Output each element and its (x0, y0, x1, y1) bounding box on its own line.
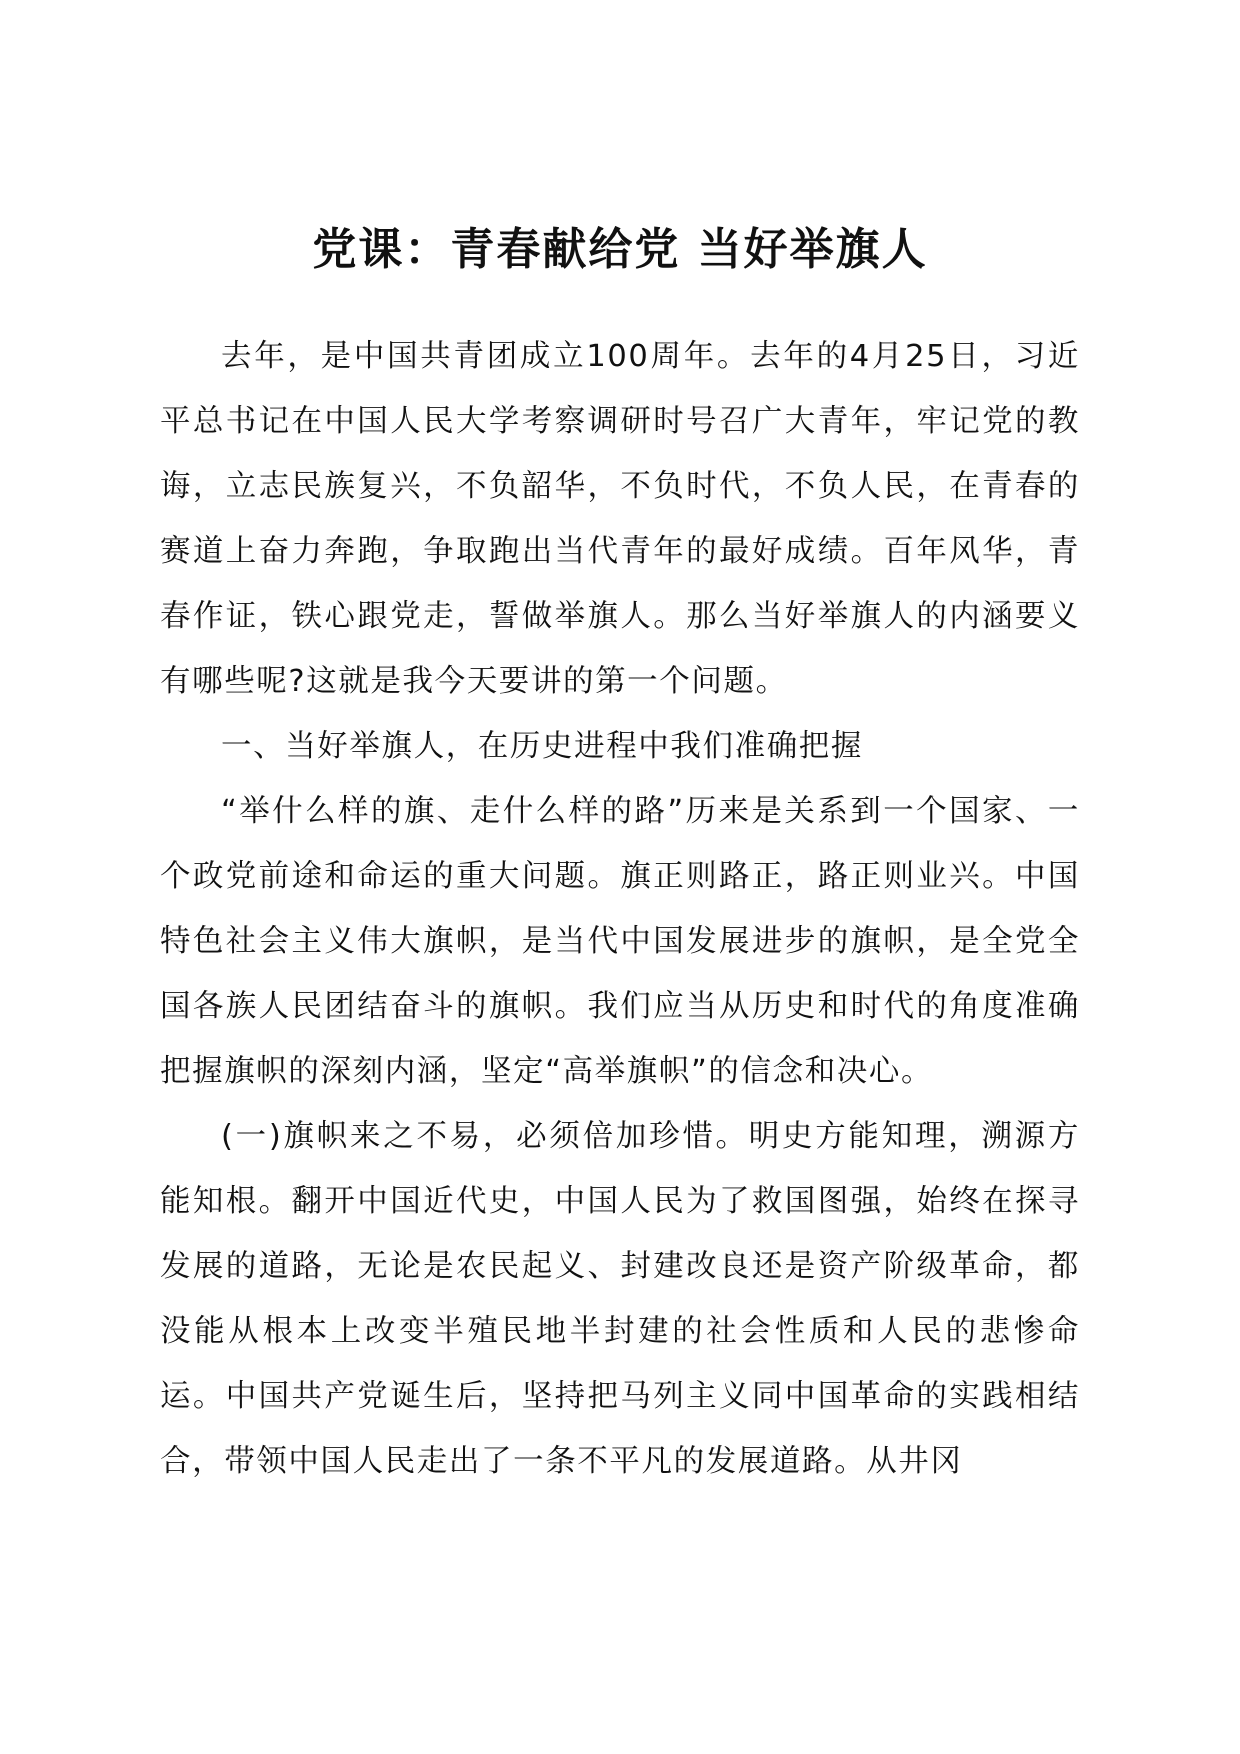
paragraph-subsection-1: (一)旗帜来之不易，必须倍加珍惜。明史方能知理，溯源方能知根。翻开中国近代史，中国人民为了救国图强，始终在探寻发展的道路，无论是农民起义、封建改良还是资产阶级革命，都没能从根本上改变半殖民地半封建的社会性质和人民的悲惨命运。中国共产党诞生后，坚持把马列主义同中国革命的实践相结合，带领中国人民走出了一条不平凡的发展道路。从井冈 (160, 1119, 1080, 1479)
document-title: 党课：青春献给党 当好举旗人 (312, 224, 928, 275)
paragraph-intro: 去年，是中国共青团成立100周年。去年的4月25日，习近平总书记在中国人民大学考察调研时号召广大青年，牢记党的教诲，立志民族复兴，不负韶华，不负时代，不负人民，在青春的赛道上奋力奔跑，争取跑出当代青年的最好成绩。百年风华，青春作证，铁心跟党走，誓做举旗人。那么当好举旗人的内涵要义有哪些呢?这就是我今天要讲的第一个问题。 (160, 339, 1080, 699)
paragraph-flag-road: “举什么样的旗、走什么样的路”历来是关系到一个国家、一个政党前途和命运的重大问题。旗正则路正，路正则业兴。中国特色社会主义伟大旗帜，是当代中国发展进步的旗帜，是全党全国各族人民团结奋斗的旗帜。我们应当从历史和时代的角度准确把握旗帜的深刻内涵，坚定“高举旗帜”的信念和决心。 (160, 794, 1080, 1089)
document-body (160, 324, 1080, 1494)
section-heading-1: 一、当好举旗人，在历史进程中我们准确把握 (221, 729, 863, 764)
